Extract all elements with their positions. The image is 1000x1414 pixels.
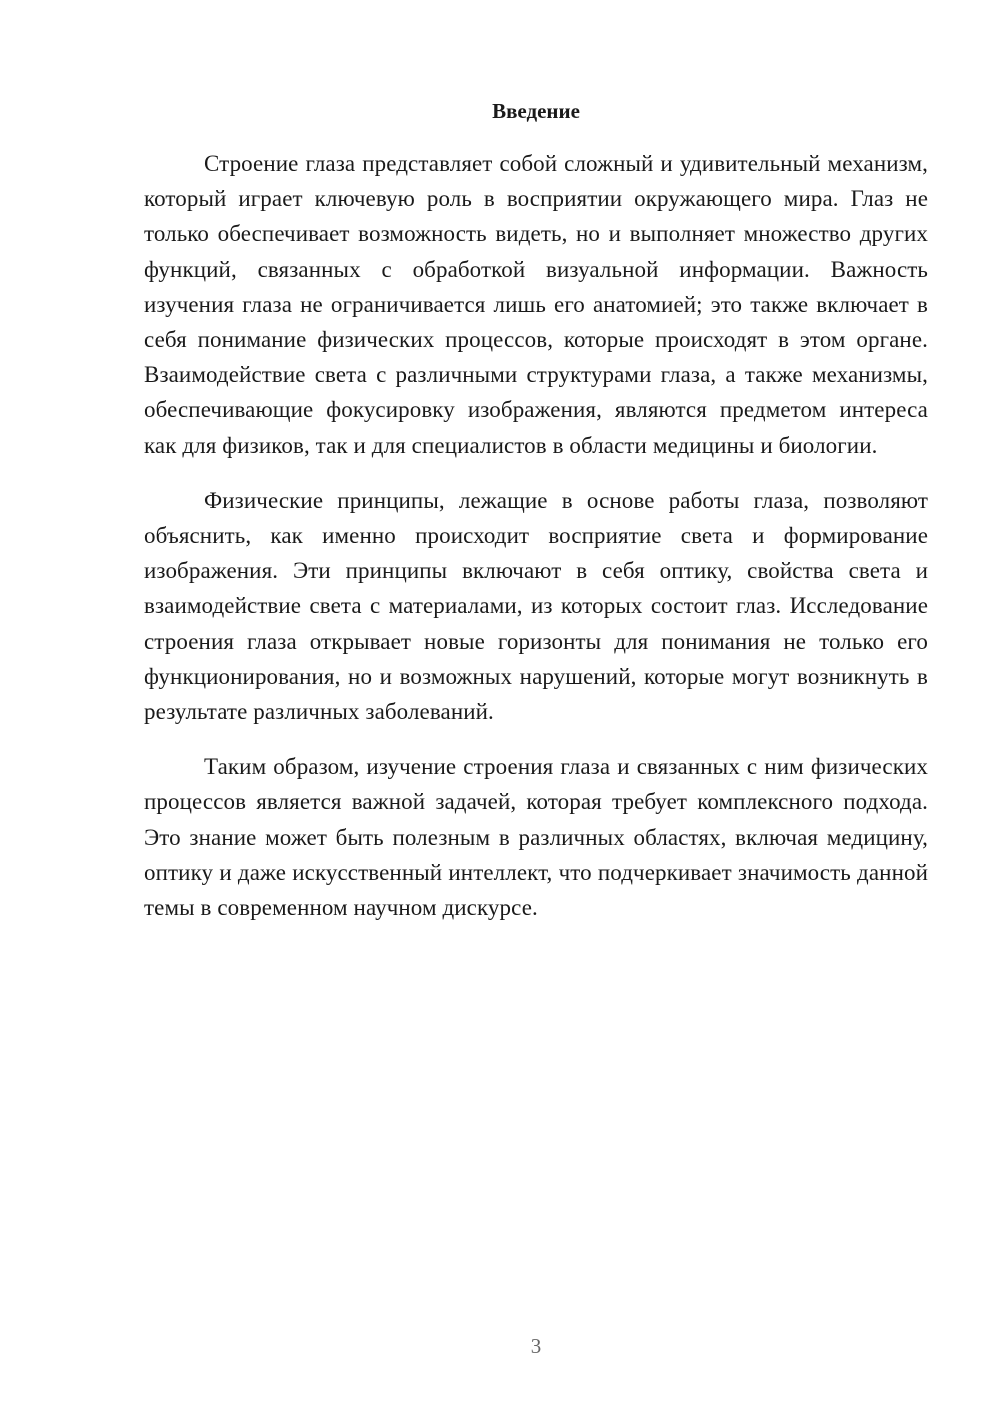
section-title: Введение: [492, 99, 580, 123]
page-number: 3: [530, 1334, 542, 1358]
paragraph-3: Таким образом, изучение строения глаза и связанных с ним физических процессов является важной задачей, которая требует комплексного подхода. Это знание может быть полезным в различных областях, включая медицину, оптику и даже искусственный интеллект, что подчеркивает значимость данной темы в современном научном дискурсе.: [144, 754, 928, 921]
paragraph-1: Строение глаза представляет собой сложный и удивительный механизм, который играет ключевую роль в восприятии окружающего мира. Глаз не только обеспечивает возможность видеть, но и выполняет множество других функций, связанных с обработкой визуальной информации. Важность изучения глаза не ограничивается лишь его анатомией; это также включает в себя понимание физических процессов, которые происходят в этом органе. Взаимодействие света с различными структурами глаза, а также механизмы, обеспечивающие фокусировку изображения, являются предметом интереса как для физиков, так и для специалистов в области медицины и биологии.: [144, 151, 928, 458]
page-content: [144, 96, 928, 945]
paragraph-2: Физические принципы, лежащие в основе работы глаза, позволяют объяснить, как именно происходит восприятие света и формирование изображения. Эти принципы включают в себя оптику, свойства света и взаимодействие света с материалами, из которых состоит глаз. Исследование строения глаза открывает новые горизонты для понимания не только его функционирования, но и возможных нарушений, которые могут возникнуть в результате различных заболеваний.: [144, 487, 928, 725]
